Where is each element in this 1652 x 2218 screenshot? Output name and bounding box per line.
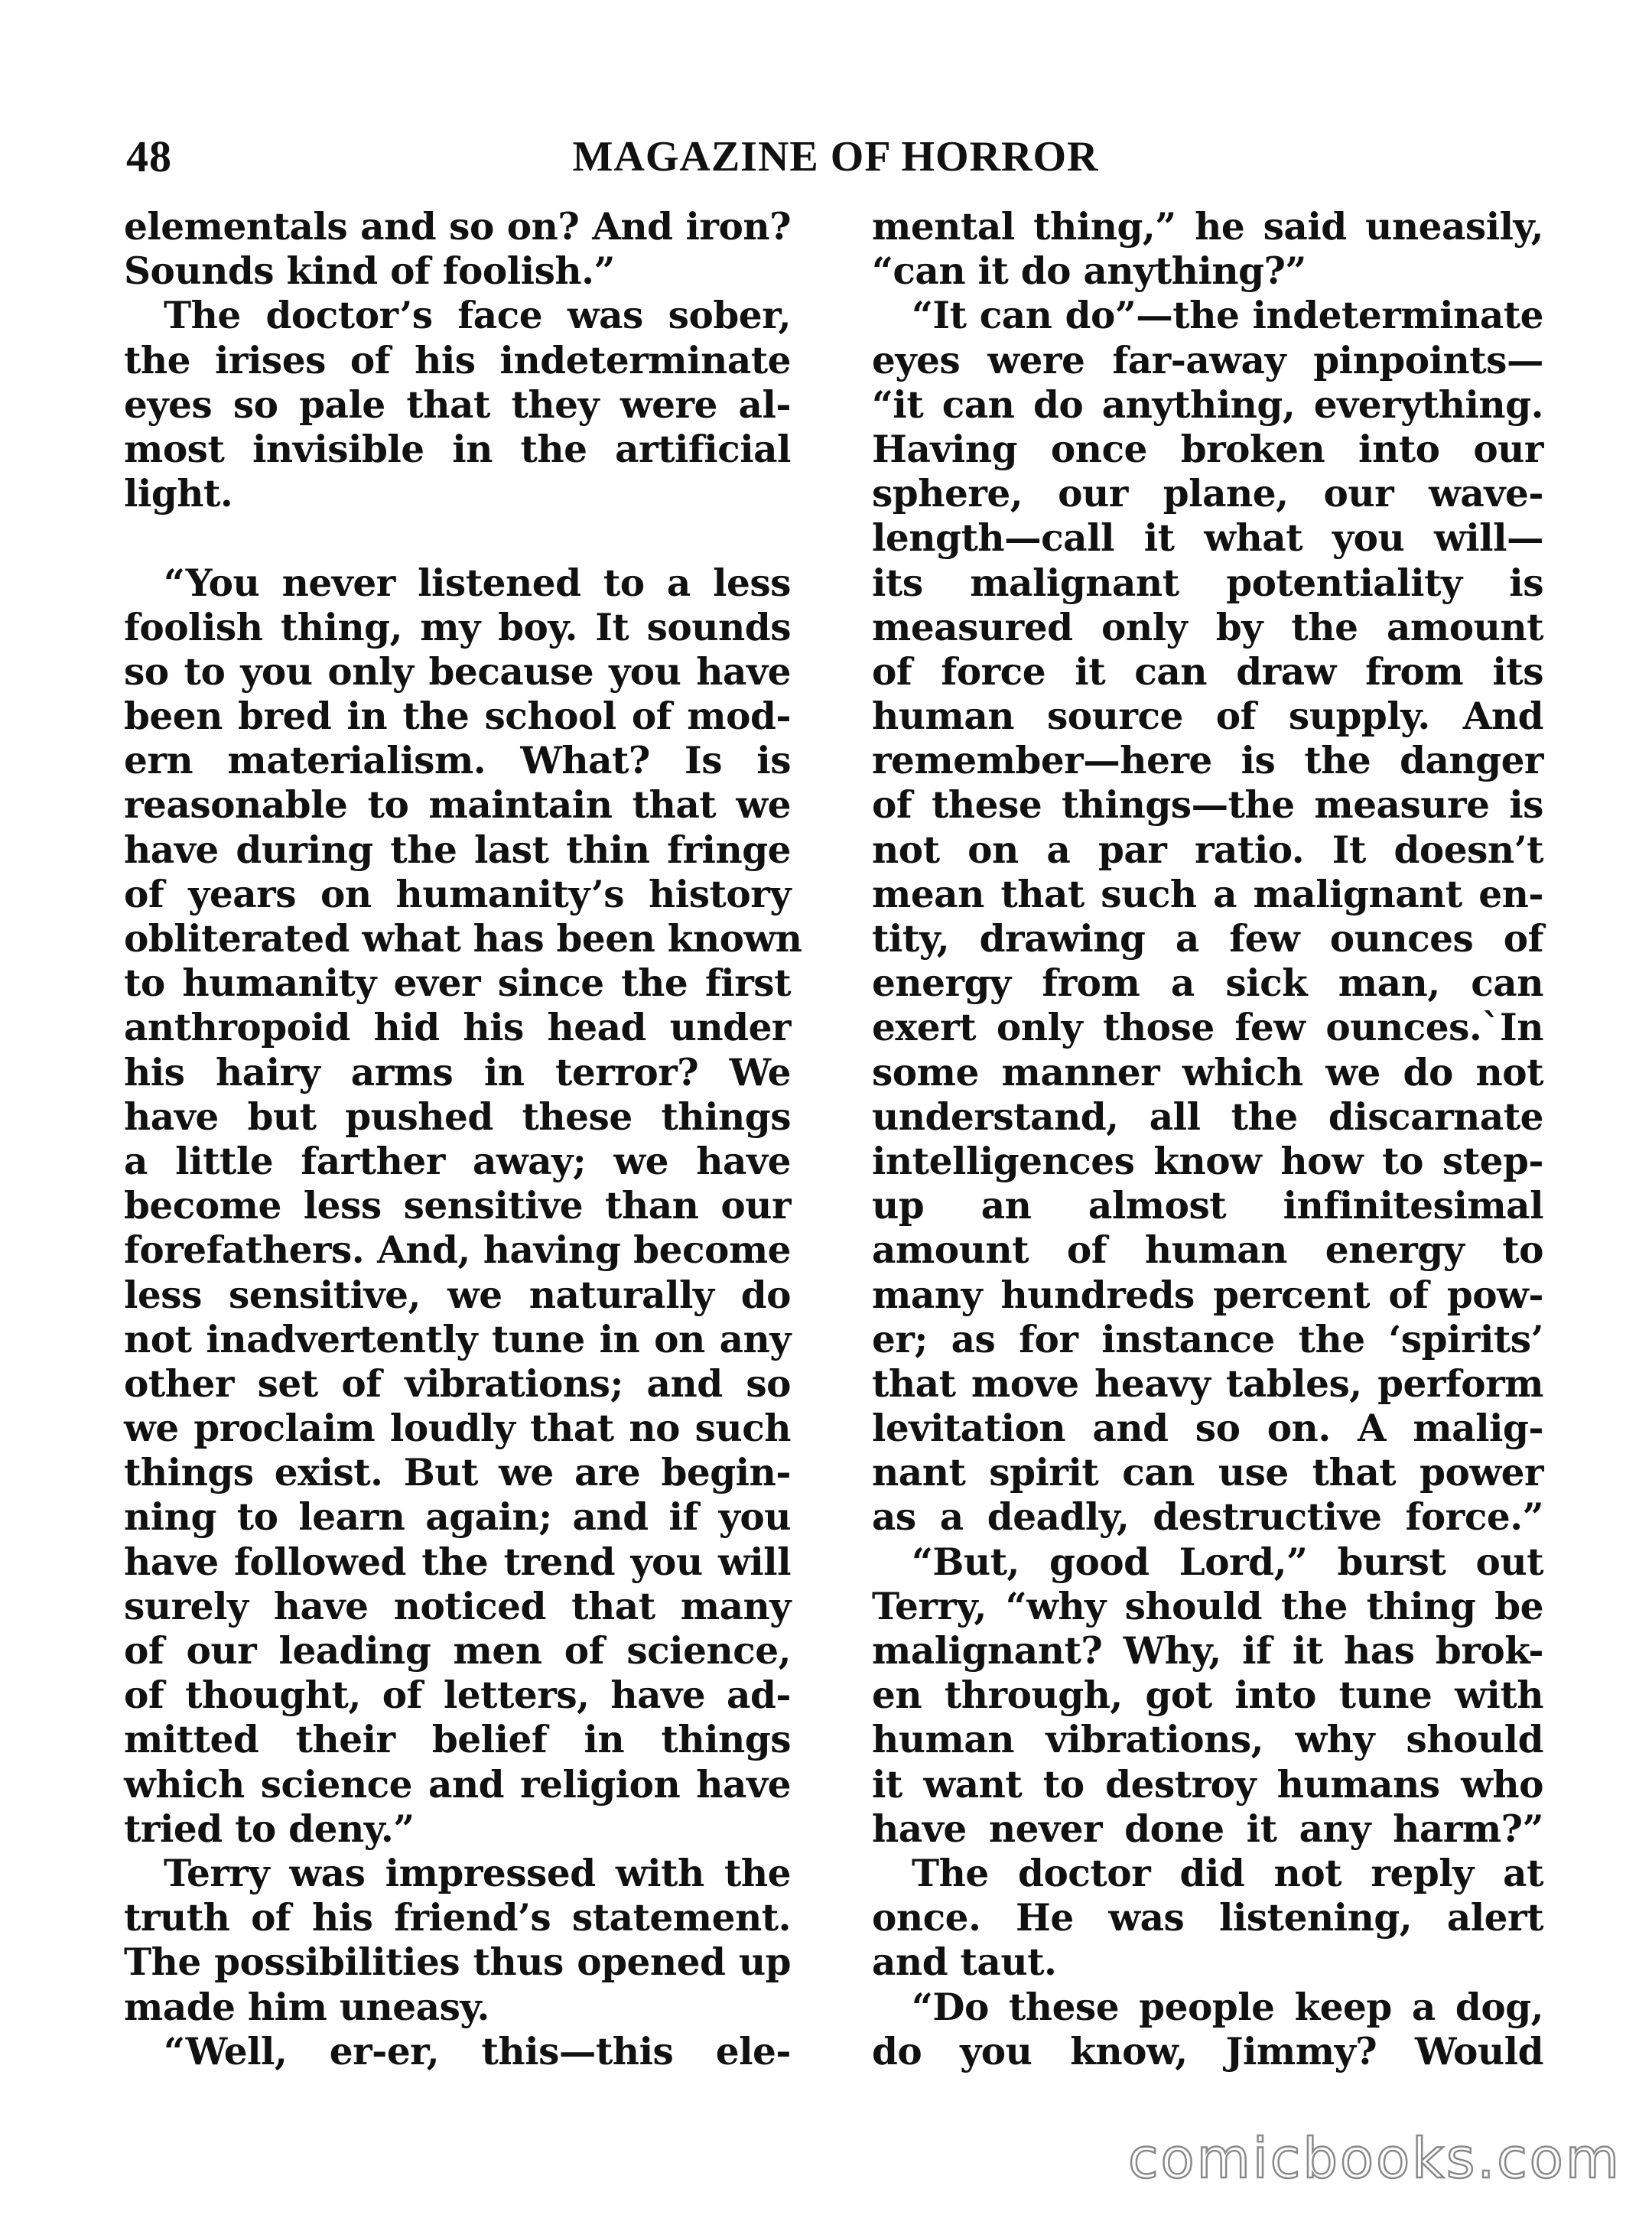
watermark: comicbooks.com [1127, 2126, 1621, 2190]
text-line: mitted their belief in things [124, 1718, 791, 1762]
text-line: have but pushed these things [124, 1094, 791, 1139]
text-line: sphere, our plane, our wave- [872, 472, 1543, 516]
text-line: it want to destroy humans who [872, 1762, 1543, 1807]
text-line: of these things—the measure is [872, 783, 1543, 828]
text-line: understand, all the discarnate [872, 1094, 1543, 1139]
text-line: the irises of his indeterminate [124, 338, 791, 382]
text-line: mental thing,” he said uneasily, [872, 205, 1543, 249]
text-line: mean that such a malignant en- [872, 872, 1543, 916]
text-line: of thought, of letters, have ad- [124, 1673, 791, 1718]
text-line: er; as for instance the ‘spirits’ [872, 1317, 1543, 1361]
text-line: we proclaim loudly that no such [124, 1407, 791, 1451]
text-line: of our leading men of science, [124, 1629, 791, 1673]
page-number: 48 [126, 132, 172, 181]
text-line: anthropoid hid his head under [124, 1006, 791, 1050]
text-line: The doctor did not reply at [912, 1851, 1543, 1895]
text-line: tity, drawing a few ounces of [872, 917, 1543, 961]
text-line: that move heavy tables, perform [872, 1361, 1543, 1406]
text-line: “it can do anything, everything. [872, 382, 1543, 427]
running-head [126, 130, 1545, 184]
text-line: measured only by the amount [872, 605, 1543, 649]
text-line: and taut. [872, 1940, 1057, 1985]
text-line: many hundreds percent of pow- [872, 1273, 1543, 1317]
text-line: not inadvertently tune in on any [124, 1317, 791, 1361]
text-line: Having once broken into our [872, 427, 1543, 471]
text-line: of force it can draw from its [872, 649, 1543, 694]
text-line: so to you only because you have [124, 649, 791, 694]
text-line: things exist. But we are begin- [124, 1451, 791, 1495]
text-line: some manner which we do not [872, 1050, 1543, 1094]
text-line: “Well, er-er, this—this ele- [164, 2029, 791, 2073]
text-line: intelligences know how to step- [872, 1139, 1543, 1183]
text-line: a little farther away; we have [124, 1139, 791, 1183]
text-line: “You never listened to a less [164, 561, 791, 605]
text-line: been bred in the school of mod- [124, 694, 791, 739]
text-line: en through, got into tune with [872, 1673, 1543, 1718]
text-line: surely have noticed that many [124, 1584, 791, 1628]
text-line: “It can do”—the indeterminate [912, 294, 1543, 338]
text-line: once. He was listening, alert [872, 1896, 1543, 1940]
text-line: his hairy arms in terror? We [124, 1050, 791, 1094]
text-line: nant spirit can use that power [872, 1451, 1543, 1495]
text-line: have never done it any harm?” [872, 1807, 1543, 1851]
paragraph-break [124, 516, 791, 561]
text-line: which science and religion have [124, 1762, 791, 1807]
text-line: ning to learn again; and if you [124, 1495, 791, 1540]
text-line: foolish thing, my boy. It sounds [124, 605, 791, 649]
text-line: have followed the trend you will [124, 1540, 791, 1584]
text-line: Terry was impressed with the [164, 1851, 791, 1895]
text-line: obliterated what has been known [124, 917, 802, 961]
text-line: its malignant potentiality is [872, 561, 1543, 605]
text-line: reasonable to maintain that we [124, 783, 791, 828]
text-line: eyes were far-away pinpoints— [872, 338, 1543, 382]
text-line: as a deadly, destructive force.” [872, 1495, 1543, 1540]
text-line: to humanity ever since the first [124, 961, 791, 1006]
text-line: energy from a sick man, can [872, 961, 1543, 1006]
right-text-column [872, 205, 1543, 2074]
text-line: elementals and so on? And iron? [124, 205, 791, 249]
text-line: light. [124, 472, 233, 516]
text-line: do you know, Jimmy? Would [872, 2029, 1543, 2073]
text-line: “can it do anything?” [872, 249, 1306, 294]
text-line: ern materialism. What? Is is [124, 739, 791, 783]
text-line: eyes so pale that they were al- [124, 382, 791, 427]
text-line: levitation and so on. A malig- [872, 1407, 1543, 1451]
text-line: remember—here is the danger [872, 739, 1543, 783]
left-text-column [124, 205, 802, 2074]
text-line: Sounds kind of foolish.” [124, 249, 615, 294]
text-line: become less sensitive than our [124, 1184, 791, 1228]
text-line: human source of supply. And [872, 694, 1543, 739]
text-line: other set of vibrations; and so [124, 1361, 791, 1406]
text-line: The doctor’s face was sober, [164, 294, 791, 338]
text-line: have during the last thin fringe [124, 828, 791, 872]
text-line: made him uneasy. [124, 1985, 489, 2029]
magazine-title: MAGAZINE OF HORROR [572, 133, 1099, 180]
text-line: “But, good Lord,” burst out [912, 1540, 1543, 1584]
text-line: length—call it what you will— [872, 516, 1543, 561]
text-line: up an almost infinitesimal [872, 1184, 1543, 1228]
text-line: malignant? Why, if it has brok- [872, 1629, 1543, 1673]
text-line: human vibrations, why should [872, 1718, 1543, 1762]
text-line: truth of his friend’s statement. [124, 1896, 791, 1940]
text-line: not on a par ratio. It doesn’t [872, 828, 1543, 872]
text-line: of years on humanity’s history [124, 872, 791, 916]
text-line: Terry, “why should the thing be [872, 1584, 1543, 1628]
text-line: tried to deny.” [124, 1807, 415, 1851]
text-line: less sensitive, we naturally do [124, 1273, 791, 1317]
text-line: exert only those few ounces.`In [872, 1006, 1543, 1050]
text-line: The possibilities thus opened up [124, 1940, 791, 1985]
text-line: “Do these people keep a dog, [912, 1985, 1543, 2029]
text-line: amount of human energy to [872, 1228, 1543, 1273]
text-line: most invisible in the artificial [124, 427, 791, 471]
text-line: forefathers. And, having become [124, 1228, 791, 1273]
